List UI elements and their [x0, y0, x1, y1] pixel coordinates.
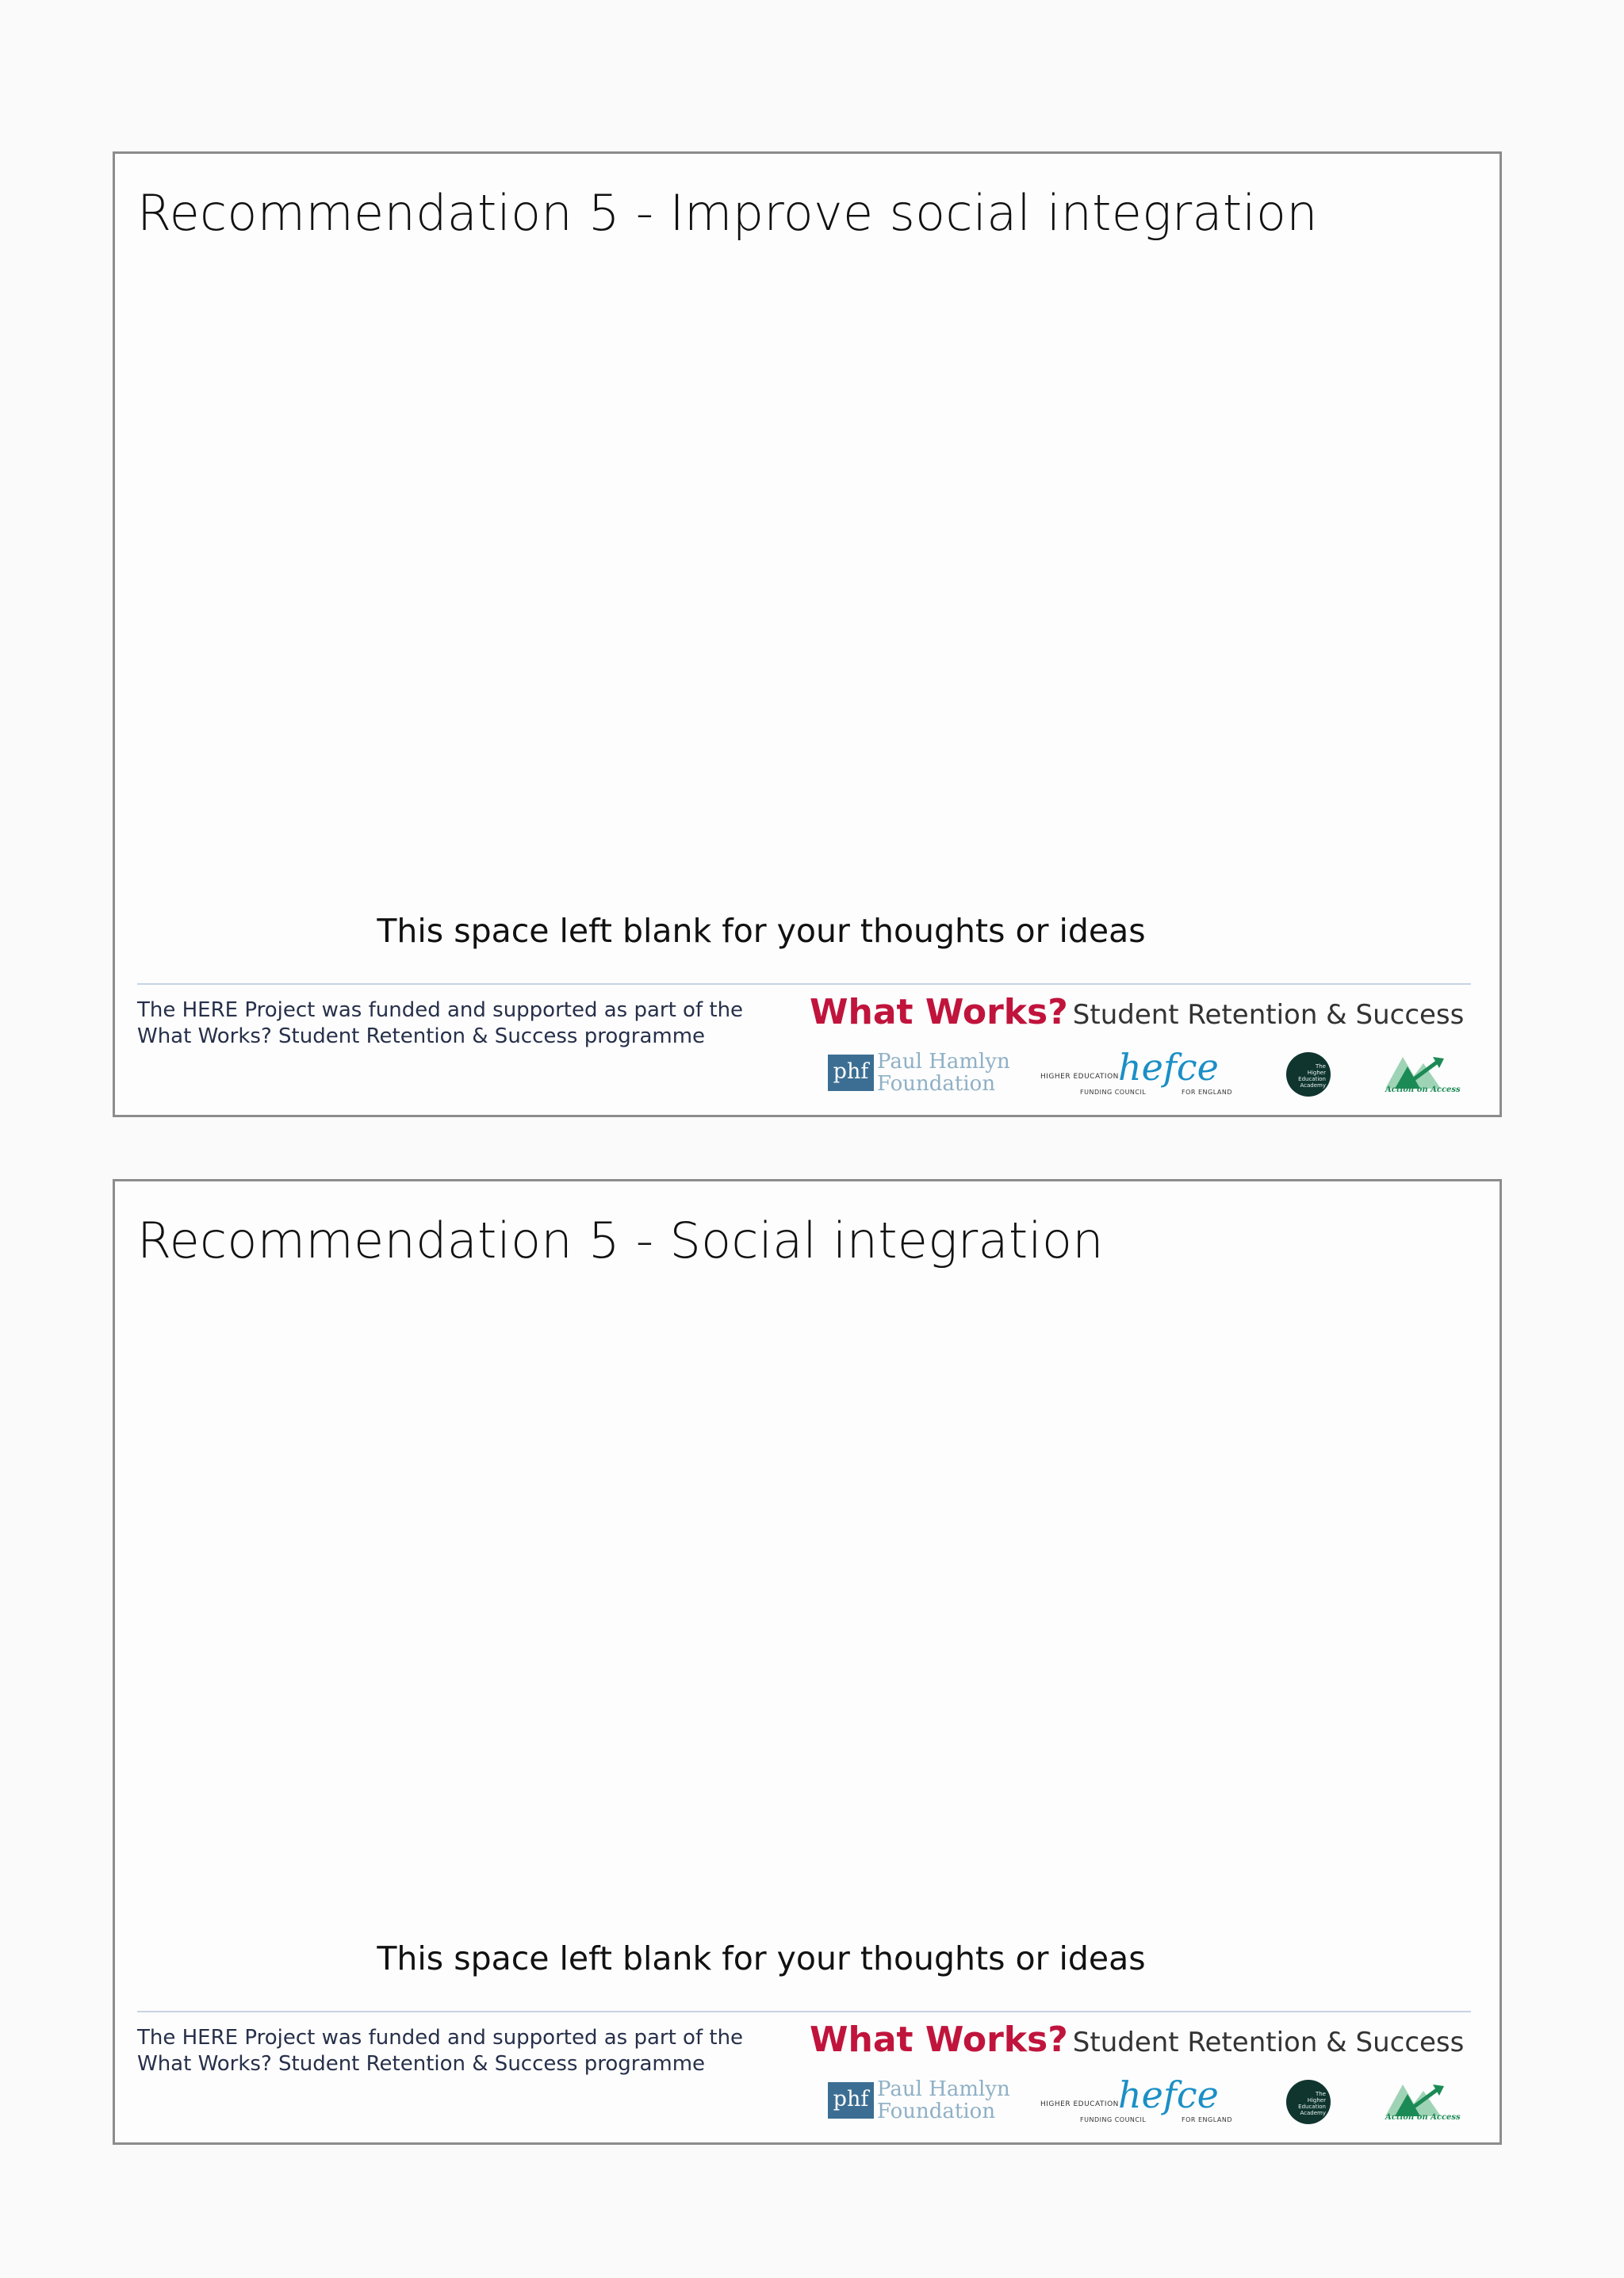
what-works-logo	[810, 2020, 1464, 2060]
hea-line-4: Academy	[1300, 2110, 1326, 2116]
funding-line-2: What Works? Student Retention & Success programme	[137, 1024, 706, 1048]
hea-logo-text	[1298, 1063, 1326, 1089]
blank-space-note	[115, 1939, 1500, 1977]
hefce-label-funding: FUNDING COUNCIL	[1080, 2116, 1147, 2123]
action-on-access-text: Action on Access	[1385, 2113, 1461, 2122]
blank-space-note	[115, 912, 1500, 950]
hefce-label-left: HIGHER EDUCATION	[1040, 1073, 1119, 1081]
phf-logo-name	[877, 1051, 1010, 1095]
hea-logo-icon	[1286, 2080, 1331, 2124]
hea-logo-text	[1298, 2091, 1326, 2116]
action-on-access-text: Action on Access	[1385, 1085, 1461, 1094]
partner-logos	[828, 1046, 1478, 1108]
phf-logo-icon: phf	[828, 2082, 874, 2119]
hefce-logo-word: hefce	[1118, 2073, 1219, 2116]
what-works-logo	[810, 992, 1464, 1032]
hea-line-2: Higher	[1307, 2097, 1326, 2104]
blank-space-note-text: This space left blank for your thoughts or ideas	[377, 1939, 1146, 1977]
hea-logo-icon	[1286, 1052, 1331, 1097]
phf-name-line-2: Foundation	[877, 2100, 996, 2123]
hea-line-2: Higher	[1307, 1070, 1326, 1076]
phf-name-line-1: Paul Hamlyn	[877, 1050, 1010, 1074]
action-on-access-logo	[1379, 1052, 1482, 1100]
phf-logo-icon: phf	[828, 1055, 874, 1091]
phf-name-line-1: Paul Hamlyn	[877, 2077, 1010, 2101]
slide-title: Recommendation 5 - Improve social integration	[137, 184, 1318, 242]
hefce-label-left: HIGHER EDUCATION	[1040, 2100, 1119, 2108]
what-works-brand: What Works?	[810, 2020, 1068, 2060]
what-works-subtitle: Student Retention & Success	[1072, 999, 1465, 1031]
slide-1	[113, 151, 1502, 1117]
hea-line-3: Education	[1298, 1076, 1326, 1082]
slide-title: Recommendation 5 - Social integration	[137, 1212, 1104, 1269]
footer-divider	[137, 2011, 1471, 2012]
hea-line-3: Education	[1298, 2104, 1326, 2110]
hea-line-4: Academy	[1300, 1082, 1326, 1089]
hefce-label-england: FOR ENGLAND	[1182, 2116, 1232, 2123]
phf-name-line-2: Foundation	[877, 1072, 996, 1096]
funding-statement	[137, 997, 743, 1050]
hefce-logo-word: hefce	[1118, 1046, 1219, 1089]
funding-statement	[137, 2025, 743, 2077]
what-works-brand: What Works?	[810, 992, 1068, 1032]
footer-divider	[137, 983, 1471, 985]
hea-line-1: The	[1315, 2091, 1326, 2097]
hea-line-1: The	[1315, 1063, 1326, 1070]
funding-line-2: What Works? Student Retention & Success programme	[137, 2052, 706, 2076]
action-on-access-logo	[1379, 2080, 1482, 2127]
slide-2	[113, 1179, 1502, 2145]
partner-logos	[828, 2073, 1478, 2135]
what-works-subtitle: Student Retention & Success	[1072, 2027, 1465, 2058]
hefce-label-funding: FUNDING COUNCIL	[1080, 1089, 1147, 1096]
funding-line-1: The HERE Project was funded and supported as part of the	[137, 2026, 744, 2050]
funding-line-1: The HERE Project was funded and supported as part of the	[137, 998, 744, 1022]
phf-logo-name	[877, 2078, 1010, 2123]
blank-space-note-text: This space left blank for your thoughts or ideas	[377, 912, 1146, 950]
hefce-label-england: FOR ENGLAND	[1182, 1089, 1232, 1096]
